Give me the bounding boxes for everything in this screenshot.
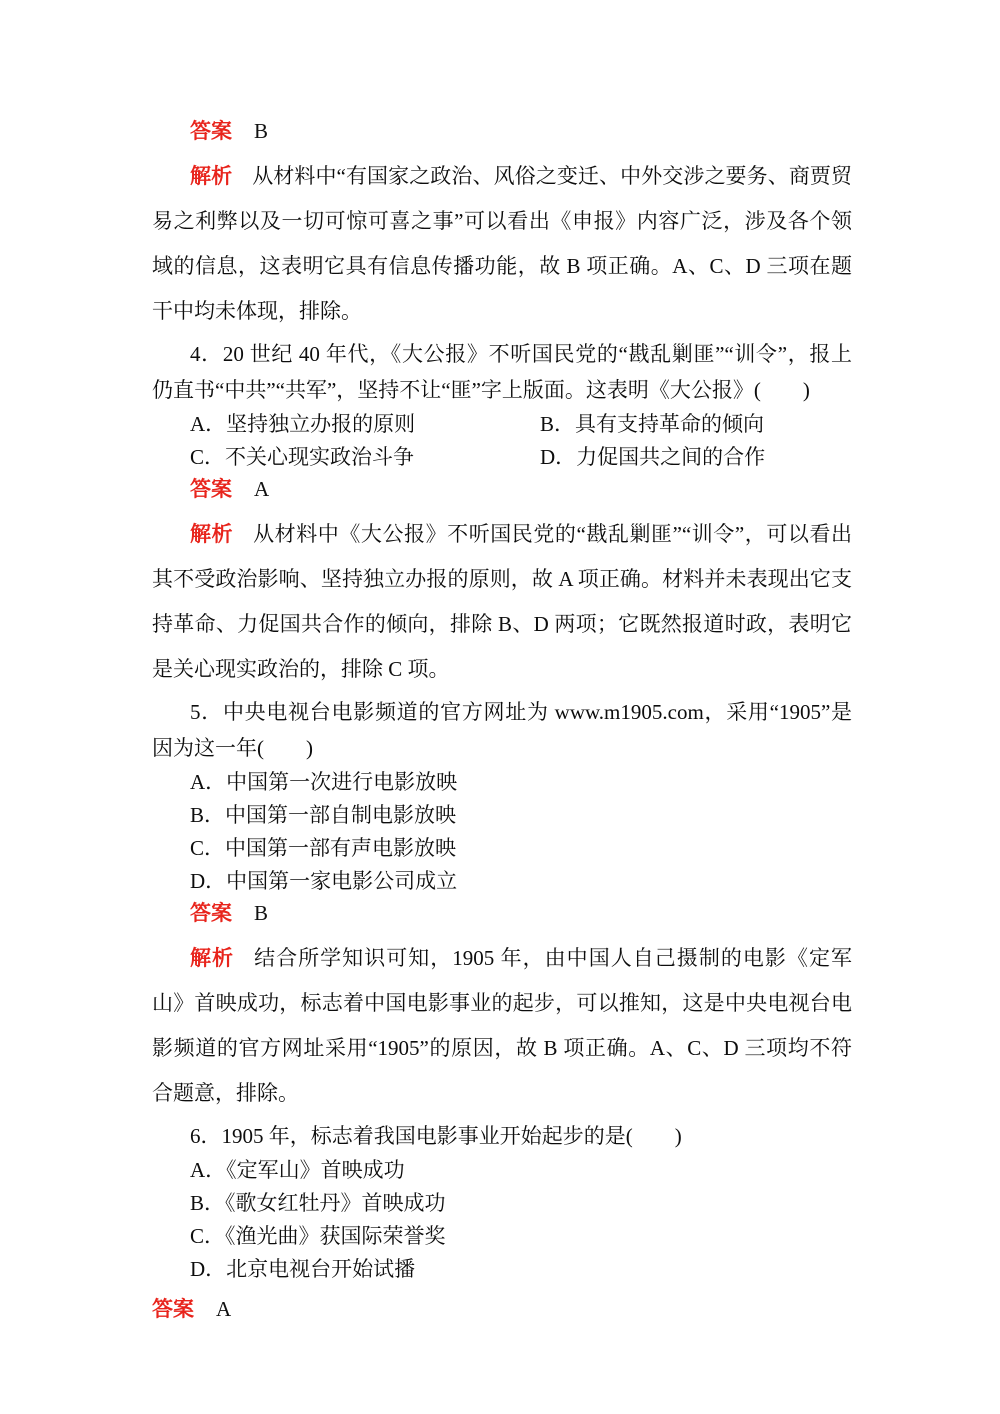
q4-analysis-text: 从材料中《大公报》不听国民党的“戡乱剿匪”“训令”，可以看出其不受政治影响、坚持独立办报的原则，故 A 项正确。材料并未表现出它支持革命、力促国共合作的倾向，排除 B、D 两项；它既然报道时政，表明它是关心现实政治的，排除 C 项。 xyxy=(152,522,853,681)
question-6-stem xyxy=(152,1118,852,1154)
question-6-text: 1905 年，标志着我国电影事业开始起步的是( ) xyxy=(221,1124,682,1148)
q3-analysis-text: 从材料中“有国家之政治、风俗之变迁、中外交涉之要务、商贾贸易之利弊以及一切可惊可喜之事”可以看出《申报》内容广泛，涉及各个领域的信息，这表明它具有信息传播功能，故 B 项正确。A、C、D 三项在题干中均未体现，排除。 xyxy=(152,164,852,323)
q5-analysis xyxy=(152,936,852,1116)
question-5-options xyxy=(152,766,852,898)
option-b: B．中国第一部自制电影放映 xyxy=(190,803,457,827)
option-a: A．坚持独立办报的原则 xyxy=(190,412,416,436)
question-4-stem xyxy=(152,336,852,408)
answer-label: 答案 xyxy=(190,119,232,143)
q3-analysis xyxy=(152,154,852,334)
question-5-text: 中央电视台电影频道的官方网址为 www.m1905.com，采用“1905”是因为这一年( ) xyxy=(152,700,853,760)
q6-answer-line xyxy=(152,1294,852,1324)
option-c: C．《渔光曲》获国际荣誉奖 xyxy=(190,1224,446,1248)
option-c: C．中国第一部有声电影放映 xyxy=(190,836,457,860)
option-d: D．中国第一家电影公司成立 xyxy=(190,869,458,893)
q3-answer-line xyxy=(152,116,852,146)
q3-answer-value: B xyxy=(254,119,269,143)
option-a: A．《定军山》首映成功 xyxy=(190,1158,405,1182)
answer-label: 答案 xyxy=(152,1297,194,1321)
option-c: C．不关心现实政治斗争 xyxy=(190,445,415,469)
q6-answer-value: A xyxy=(216,1297,232,1321)
question-4-text: 20 世纪 40 年代，《大公报》不听国民党的“戡乱剿匪”“训令”，报上仍直书“中共”“共军”，坚持不让“匪”字上版面。这表明《大公报》( ) xyxy=(152,342,853,402)
q4-answer-line xyxy=(152,474,852,504)
q5-analysis-text: 结合所学知识可知，1905 年，由中国人自己摄制的电影《定军山》首映成功，标志着中国电影事业的起步，可以推知，这是中央电视台电影频道的官方网址采用“1905”的原因，故 B 项正确。A、C、D 三项均不符合题意，排除。 xyxy=(152,946,853,1105)
analysis-label: 解析 xyxy=(190,522,234,546)
question-4-number: 4． xyxy=(190,342,223,366)
analysis-label: 解析 xyxy=(190,164,233,188)
question-6-options xyxy=(152,1154,852,1286)
option-d: D．力促国共之间的合作 xyxy=(540,445,766,469)
q5-answer-value: B xyxy=(254,901,269,925)
answer-label: 答案 xyxy=(190,901,232,925)
q5-answer-line xyxy=(152,898,852,928)
option-a: A．中国第一次进行电影放映 xyxy=(190,770,458,794)
question-6-number: 6． xyxy=(190,1124,222,1148)
question-5-number: 5． xyxy=(190,700,223,724)
answer-label: 答案 xyxy=(190,477,232,501)
analysis-label: 解析 xyxy=(190,946,235,970)
option-b: B．具有支持革命的倾向 xyxy=(540,412,765,436)
q4-analysis xyxy=(152,512,852,692)
option-b: B．《歌女红牡丹》首映成功 xyxy=(190,1191,446,1215)
option-d: D．北京电视台开始试播 xyxy=(190,1257,416,1281)
q4-answer-value: A xyxy=(254,477,270,501)
question-5-stem xyxy=(152,694,852,766)
question-4-options xyxy=(152,408,852,474)
